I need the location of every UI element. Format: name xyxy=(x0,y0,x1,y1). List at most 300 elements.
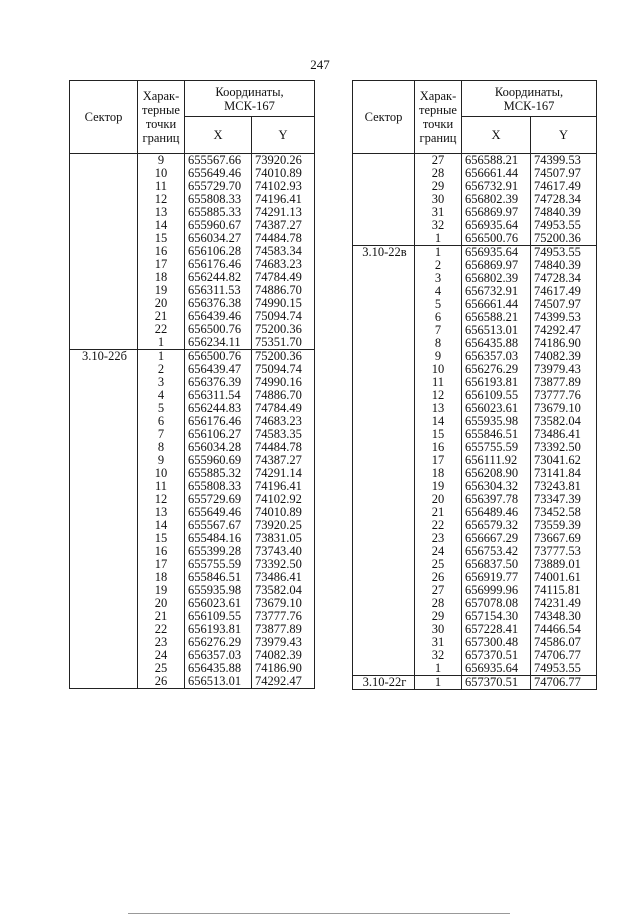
sector-cell xyxy=(353,519,415,532)
point-cell: 31 xyxy=(415,206,462,219)
point-cell: 6 xyxy=(415,311,462,324)
y-cell: 73877.89 xyxy=(252,623,315,636)
header-coordinates-line-1: Координаты, xyxy=(494,84,564,99)
point-cell: 20 xyxy=(138,597,185,610)
y-cell: 74291.14 xyxy=(252,467,315,480)
table-row xyxy=(70,154,315,168)
table-body-left xyxy=(70,154,315,689)
header-x: X xyxy=(185,117,252,154)
header-x: X xyxy=(462,117,531,154)
sector-cell xyxy=(353,506,415,519)
coordinates-table-right xyxy=(352,80,597,690)
sector-cell xyxy=(70,363,138,376)
point-cell: 30 xyxy=(415,623,462,636)
point-cell: 2 xyxy=(415,259,462,272)
x-cell: 657370.51 xyxy=(462,676,531,690)
x-cell: 656304.32 xyxy=(462,480,531,493)
point-cell: 1 xyxy=(138,336,185,350)
sector-cell xyxy=(70,636,138,649)
point-cell: 26 xyxy=(138,675,185,689)
sector-cell xyxy=(353,259,415,272)
point-cell: 8 xyxy=(415,337,462,350)
header-points-line-1: Харак- xyxy=(419,89,457,103)
sector-cell xyxy=(353,545,415,558)
y-cell: 73452.58 xyxy=(531,506,597,519)
y-cell: 73831.05 xyxy=(252,532,315,545)
y-cell: 74886.70 xyxy=(252,389,315,402)
x-cell: 655399.28 xyxy=(185,545,252,558)
x-cell: 655729.70 xyxy=(185,180,252,193)
y-cell: 73920.26 xyxy=(252,154,315,168)
sector-cell xyxy=(353,206,415,219)
point-cell: 1 xyxy=(138,350,185,364)
table-row xyxy=(353,662,597,676)
point-cell: 23 xyxy=(415,532,462,545)
y-cell: 74617.49 xyxy=(531,180,597,193)
sector-cell xyxy=(70,402,138,415)
point-cell: 16 xyxy=(138,245,185,258)
x-cell: 655846.51 xyxy=(462,428,531,441)
y-cell: 73486.41 xyxy=(531,428,597,441)
y-cell: 74291.13 xyxy=(252,206,315,219)
point-cell: 10 xyxy=(415,363,462,376)
header-points-line-1: Харак- xyxy=(142,89,180,103)
sector-cell xyxy=(353,467,415,480)
sector-cell xyxy=(70,376,138,389)
point-cell: 3 xyxy=(138,376,185,389)
header-points-line-2: терные xyxy=(419,103,457,117)
point-cell: 15 xyxy=(138,232,185,245)
point-cell: 25 xyxy=(415,558,462,571)
sector-cell xyxy=(70,675,138,689)
sector-cell xyxy=(353,389,415,402)
point-cell: 7 xyxy=(415,324,462,337)
point-cell: 4 xyxy=(138,389,185,402)
x-cell: 655885.32 xyxy=(185,467,252,480)
y-cell: 73141.84 xyxy=(531,467,597,480)
header-coordinates-line-2: МСК-167 xyxy=(224,98,275,113)
sector-cell xyxy=(353,180,415,193)
x-cell: 657078.08 xyxy=(462,597,531,610)
y-cell: 74784.49 xyxy=(252,402,315,415)
y-cell: 74292.47 xyxy=(531,324,597,337)
sector-cell xyxy=(353,272,415,285)
point-cell: 19 xyxy=(138,584,185,597)
y-cell: 74706.77 xyxy=(531,676,597,690)
sector-cell xyxy=(353,610,415,623)
x-cell: 656935.64 xyxy=(462,219,531,232)
y-cell: 73777.53 xyxy=(531,545,597,558)
x-cell: 656999.96 xyxy=(462,584,531,597)
sector-cell xyxy=(353,623,415,636)
x-cell: 655755.59 xyxy=(462,441,531,454)
y-cell: 74683.23 xyxy=(252,258,315,271)
x-cell: 655484.16 xyxy=(185,532,252,545)
point-cell: 9 xyxy=(138,154,185,168)
sector-cell xyxy=(70,454,138,467)
y-cell: 73920.25 xyxy=(252,519,315,532)
x-cell: 656357.03 xyxy=(185,649,252,662)
x-cell: 655960.67 xyxy=(185,219,252,232)
sector-cell xyxy=(70,271,138,284)
sector-cell xyxy=(70,415,138,428)
point-cell: 1 xyxy=(415,662,462,676)
sector-cell xyxy=(70,558,138,571)
point-cell: 21 xyxy=(138,610,185,623)
point-cell: 15 xyxy=(138,532,185,545)
sector-cell xyxy=(70,232,138,245)
y-cell: 75094.74 xyxy=(252,310,315,323)
x-cell: 656667.29 xyxy=(462,532,531,545)
y-cell: 73889.01 xyxy=(531,558,597,571)
x-cell: 656753.42 xyxy=(462,545,531,558)
header-coordinates xyxy=(185,81,315,117)
point-cell: 29 xyxy=(415,180,462,193)
x-cell: 656023.61 xyxy=(462,402,531,415)
x-cell: 657370.51 xyxy=(462,649,531,662)
x-cell: 656500.76 xyxy=(185,350,252,364)
x-cell: 655808.33 xyxy=(185,480,252,493)
x-cell: 656919.77 xyxy=(462,571,531,584)
y-cell: 74010.89 xyxy=(252,506,315,519)
header-points-line-3: точки xyxy=(145,117,177,131)
sector-cell xyxy=(70,480,138,493)
sector-cell xyxy=(70,584,138,597)
point-cell: 21 xyxy=(415,506,462,519)
coordinates-table-left xyxy=(69,80,315,689)
x-cell: 655808.33 xyxy=(185,193,252,206)
table-row xyxy=(70,350,315,364)
x-cell: 656034.28 xyxy=(185,441,252,454)
y-cell: 74484.78 xyxy=(252,232,315,245)
point-cell: 22 xyxy=(138,623,185,636)
y-cell: 74102.92 xyxy=(252,493,315,506)
y-cell: 74990.16 xyxy=(252,376,315,389)
point-cell: 13 xyxy=(138,206,185,219)
y-cell: 74953.55 xyxy=(531,662,597,676)
point-cell: 9 xyxy=(138,454,185,467)
y-cell: 75200.36 xyxy=(252,350,315,364)
x-cell: 655567.67 xyxy=(185,519,252,532)
x-cell: 656034.27 xyxy=(185,232,252,245)
x-cell: 656661.44 xyxy=(462,167,531,180)
point-cell: 22 xyxy=(138,323,185,336)
sector-cell xyxy=(70,258,138,271)
y-cell: 73582.04 xyxy=(531,415,597,428)
point-cell: 16 xyxy=(415,441,462,454)
point-cell: 1 xyxy=(415,676,462,690)
bottom-rule xyxy=(128,913,510,914)
y-cell: 73777.76 xyxy=(531,389,597,402)
point-cell: 17 xyxy=(138,258,185,271)
sector-cell xyxy=(353,376,415,389)
y-cell: 74466.54 xyxy=(531,623,597,636)
y-cell: 74507.97 xyxy=(531,298,597,311)
x-cell: 656376.39 xyxy=(185,376,252,389)
sector-cell xyxy=(353,350,415,363)
y-cell: 74102.93 xyxy=(252,180,315,193)
x-cell: 655649.46 xyxy=(185,167,252,180)
sector-cell xyxy=(70,662,138,675)
x-cell: 656106.27 xyxy=(185,428,252,441)
x-cell: 656208.90 xyxy=(462,467,531,480)
y-cell: 73392.50 xyxy=(531,441,597,454)
sector-cell xyxy=(70,532,138,545)
x-cell: 656935.64 xyxy=(462,246,531,260)
point-cell: 14 xyxy=(138,519,185,532)
x-cell: 656732.91 xyxy=(462,285,531,298)
sector-cell xyxy=(70,245,138,258)
header-points-line-2: терные xyxy=(142,103,180,117)
x-cell: 656802.39 xyxy=(462,272,531,285)
point-cell: 6 xyxy=(138,415,185,428)
x-cell: 655649.46 xyxy=(185,506,252,519)
point-cell: 24 xyxy=(415,545,462,558)
x-cell: 656276.29 xyxy=(462,363,531,376)
point-cell: 32 xyxy=(415,219,462,232)
point-cell: 2 xyxy=(138,363,185,376)
sector-cell: 3.10-22г xyxy=(353,676,415,690)
header-coordinates xyxy=(462,81,597,117)
sector-cell xyxy=(70,167,138,180)
point-cell: 25 xyxy=(138,662,185,675)
sector-cell xyxy=(70,389,138,402)
x-cell: 656176.46 xyxy=(185,415,252,428)
x-cell: 656109.55 xyxy=(462,389,531,402)
y-cell: 74953.55 xyxy=(531,219,597,232)
point-cell: 5 xyxy=(138,402,185,415)
header-points-line-4: границ xyxy=(419,131,457,145)
x-cell: 656109.55 xyxy=(185,610,252,623)
point-cell: 11 xyxy=(138,480,185,493)
x-cell: 656732.91 xyxy=(462,180,531,193)
y-cell: 73041.62 xyxy=(531,454,597,467)
y-cell: 74728.34 xyxy=(531,193,597,206)
x-cell: 656837.50 xyxy=(462,558,531,571)
point-cell: 27 xyxy=(415,584,462,597)
x-cell: 656244.82 xyxy=(185,271,252,284)
x-cell: 655935.98 xyxy=(462,415,531,428)
y-cell: 74784.49 xyxy=(252,271,315,284)
sector-cell xyxy=(353,441,415,454)
sector-cell xyxy=(70,493,138,506)
sector-cell xyxy=(353,337,415,350)
x-cell: 656234.11 xyxy=(185,336,252,350)
x-cell: 656439.47 xyxy=(185,363,252,376)
x-cell: 656869.97 xyxy=(462,259,531,272)
y-cell: 73679.10 xyxy=(252,597,315,610)
table-row xyxy=(353,246,597,260)
point-cell: 12 xyxy=(138,493,185,506)
y-cell: 74840.39 xyxy=(531,206,597,219)
y-cell: 74186.90 xyxy=(531,337,597,350)
header-points xyxy=(415,81,462,154)
sector-cell xyxy=(353,571,415,584)
x-cell: 656193.81 xyxy=(462,376,531,389)
x-cell: 656244.83 xyxy=(185,402,252,415)
point-cell: 5 xyxy=(415,298,462,311)
sector-cell xyxy=(353,480,415,493)
point-cell: 17 xyxy=(415,454,462,467)
x-cell: 656376.38 xyxy=(185,297,252,310)
point-cell: 20 xyxy=(138,297,185,310)
y-cell: 74399.53 xyxy=(531,154,597,168)
point-cell: 19 xyxy=(415,480,462,493)
y-cell: 74990.15 xyxy=(252,297,315,310)
y-cell: 74399.53 xyxy=(531,311,597,324)
y-cell: 74387.27 xyxy=(252,219,315,232)
sector-cell xyxy=(353,662,415,676)
point-cell: 13 xyxy=(138,506,185,519)
sector-cell xyxy=(70,506,138,519)
x-cell: 656579.32 xyxy=(462,519,531,532)
x-cell: 657228.41 xyxy=(462,623,531,636)
x-cell: 656661.44 xyxy=(462,298,531,311)
y-cell: 74586.07 xyxy=(531,636,597,649)
y-cell: 75351.70 xyxy=(252,336,315,350)
sector-cell xyxy=(70,519,138,532)
y-cell: 73392.50 xyxy=(252,558,315,571)
y-cell: 73582.04 xyxy=(252,584,315,597)
point-cell: 1 xyxy=(415,246,462,260)
x-cell: 656357.03 xyxy=(462,350,531,363)
sector-cell xyxy=(70,154,138,168)
y-cell: 74706.77 xyxy=(531,649,597,662)
sector-cell xyxy=(70,297,138,310)
y-cell: 74115.81 xyxy=(531,584,597,597)
y-cell: 74507.97 xyxy=(531,167,597,180)
y-cell: 73347.39 xyxy=(531,493,597,506)
x-cell: 655960.69 xyxy=(185,454,252,467)
point-cell: 26 xyxy=(415,571,462,584)
sector-cell xyxy=(353,298,415,311)
point-cell: 21 xyxy=(138,310,185,323)
y-cell: 74082.39 xyxy=(531,350,597,363)
sector-cell xyxy=(353,428,415,441)
header-y: Y xyxy=(252,117,315,154)
y-cell: 74186.90 xyxy=(252,662,315,675)
y-cell: 74010.89 xyxy=(252,167,315,180)
sector-cell xyxy=(353,154,415,168)
sector-cell xyxy=(353,493,415,506)
sector-cell xyxy=(353,532,415,545)
y-cell: 74082.39 xyxy=(252,649,315,662)
sector-cell xyxy=(70,310,138,323)
x-cell: 656176.46 xyxy=(185,258,252,271)
x-cell: 656513.01 xyxy=(185,675,252,689)
x-cell: 656500.76 xyxy=(185,323,252,336)
point-cell: 13 xyxy=(415,402,462,415)
y-cell: 73979.43 xyxy=(531,363,597,376)
point-cell: 17 xyxy=(138,558,185,571)
header-sector: Сектор xyxy=(353,81,415,154)
sector-cell xyxy=(353,167,415,180)
y-cell: 75200.36 xyxy=(531,232,597,246)
sector-cell xyxy=(353,597,415,610)
sector-cell xyxy=(70,336,138,350)
y-cell: 73877.89 xyxy=(531,376,597,389)
point-cell: 23 xyxy=(138,636,185,649)
y-cell: 74583.35 xyxy=(252,428,315,441)
x-cell: 656513.01 xyxy=(462,324,531,337)
point-cell: 24 xyxy=(138,649,185,662)
point-cell: 8 xyxy=(138,441,185,454)
sector-cell xyxy=(353,324,415,337)
point-cell: 11 xyxy=(138,180,185,193)
x-cell: 656397.78 xyxy=(462,493,531,506)
point-cell: 28 xyxy=(415,167,462,180)
x-cell: 655729.69 xyxy=(185,493,252,506)
sector-cell xyxy=(353,454,415,467)
x-cell: 655935.98 xyxy=(185,584,252,597)
x-cell: 656435.88 xyxy=(462,337,531,350)
point-cell: 29 xyxy=(415,610,462,623)
y-cell: 75094.74 xyxy=(252,363,315,376)
point-cell: 30 xyxy=(415,193,462,206)
point-cell: 20 xyxy=(415,493,462,506)
x-cell: 657154.30 xyxy=(462,610,531,623)
x-cell: 656193.81 xyxy=(185,623,252,636)
y-cell: 73243.81 xyxy=(531,480,597,493)
x-cell: 655755.59 xyxy=(185,558,252,571)
x-cell: 655846.51 xyxy=(185,571,252,584)
sector-cell xyxy=(353,219,415,232)
x-cell: 656311.53 xyxy=(185,284,252,297)
y-cell: 74001.61 xyxy=(531,571,597,584)
y-cell: 74196.41 xyxy=(252,193,315,206)
header-coordinates-line-1: Координаты, xyxy=(215,84,284,99)
point-cell: 28 xyxy=(415,597,462,610)
x-cell: 656106.28 xyxy=(185,245,252,258)
sector-cell xyxy=(353,363,415,376)
sector-cell xyxy=(70,180,138,193)
sector-cell: 3.10-22в xyxy=(353,246,415,260)
y-cell: 73979.43 xyxy=(252,636,315,649)
sector-cell xyxy=(353,232,415,246)
y-cell: 73486.41 xyxy=(252,571,315,584)
table-row xyxy=(70,336,315,350)
point-cell: 14 xyxy=(138,219,185,232)
y-cell: 74387.27 xyxy=(252,454,315,467)
point-cell: 19 xyxy=(138,284,185,297)
sector-cell xyxy=(353,584,415,597)
y-cell: 74886.70 xyxy=(252,284,315,297)
sector-cell xyxy=(70,610,138,623)
y-cell: 73667.69 xyxy=(531,532,597,545)
point-cell: 9 xyxy=(415,350,462,363)
point-cell: 31 xyxy=(415,636,462,649)
x-cell: 656489.46 xyxy=(462,506,531,519)
x-cell: 656311.54 xyxy=(185,389,252,402)
point-cell: 7 xyxy=(138,428,185,441)
y-cell: 75200.36 xyxy=(252,323,315,336)
sector-cell xyxy=(70,623,138,636)
point-cell: 18 xyxy=(138,271,185,284)
sector-cell xyxy=(70,193,138,206)
header-y: Y xyxy=(531,117,597,154)
x-cell: 655567.66 xyxy=(185,154,252,168)
point-cell: 12 xyxy=(138,193,185,206)
sector-cell xyxy=(70,649,138,662)
header-points-line-4: границ xyxy=(142,131,180,145)
y-cell: 73559.39 xyxy=(531,519,597,532)
y-cell: 74292.47 xyxy=(252,675,315,689)
point-cell: 4 xyxy=(415,285,462,298)
x-cell: 657300.48 xyxy=(462,636,531,649)
point-cell: 1 xyxy=(415,232,462,246)
x-cell: 656935.64 xyxy=(462,662,531,676)
sector-cell xyxy=(70,219,138,232)
